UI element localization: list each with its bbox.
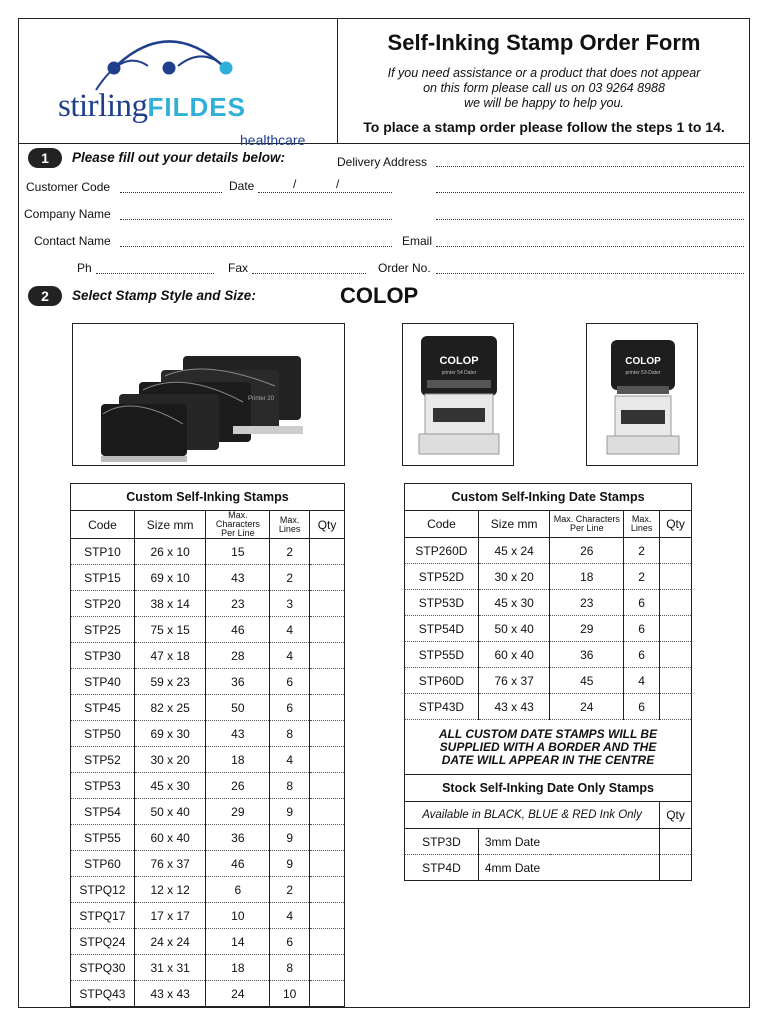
table-row (405, 694, 692, 720)
max-chars-cell: 18 (206, 955, 270, 981)
size-cell: 50 x 40 (134, 799, 206, 825)
delivery-address-label: Delivery Address (337, 155, 428, 169)
form-title: Self-Inking Stamp Order Form (387, 30, 701, 55)
max-lines-cell: 8 (270, 773, 310, 799)
max-chars-cell: 23 (206, 591, 270, 617)
table-row (71, 825, 345, 851)
table-row (71, 539, 345, 565)
max-lines-cell: 2 (270, 539, 310, 565)
note-line-3: DATE WILL APPEAR IN THE CENTRE (441, 752, 655, 767)
table-row (71, 773, 345, 799)
qty-input[interactable] (660, 590, 692, 616)
qty-input[interactable] (660, 829, 692, 855)
max-chars-cell: 14 (206, 929, 270, 955)
size-cell: 30 x 20 (478, 564, 550, 590)
max-chars-cell: 23 (550, 590, 624, 616)
max-chars-cell: 36 (206, 669, 270, 695)
table-row (71, 695, 345, 721)
qty-input[interactable] (310, 955, 345, 981)
date-label: Date (229, 179, 255, 193)
code-cell: STP25 (71, 617, 135, 643)
size-cell: 43 x 43 (478, 694, 550, 720)
table-row (405, 668, 692, 694)
customer-code-field[interactable] (120, 192, 222, 193)
max-lines-cell: 6 (624, 590, 660, 616)
max-chars-cell: 26 (206, 773, 270, 799)
qty-input[interactable] (310, 799, 345, 825)
date-stamp-note (405, 720, 692, 775)
code-cell: STP50 (71, 721, 135, 747)
table-row (405, 616, 692, 642)
code-cell: STPQ17 (71, 903, 135, 929)
max-lines-cell: 9 (270, 799, 310, 825)
table-row (71, 747, 345, 773)
table-row (71, 851, 345, 877)
code-cell: STPQ12 (71, 877, 135, 903)
col-max-chars-line1: Max. Characters (553, 514, 620, 524)
qty-input[interactable] (660, 855, 692, 881)
table-row (71, 903, 345, 929)
size-cell: 69 x 10 (134, 565, 206, 591)
code-cell: STP60 (71, 851, 135, 877)
max-lines-cell: 8 (270, 955, 310, 981)
table-row (71, 799, 345, 825)
size-cell: 45 x 24 (478, 538, 550, 564)
table-row (71, 591, 345, 617)
qty-input[interactable] (310, 695, 345, 721)
stock-row (405, 829, 692, 855)
date-stamps-title: Custom Self-Inking Date Stamps (405, 484, 692, 511)
code-cell: STP53 (71, 773, 135, 799)
size-cell: 69 x 30 (134, 721, 206, 747)
max-lines-cell: 4 (270, 747, 310, 773)
code-cell: STP10 (71, 539, 135, 565)
logo-wordmark (58, 88, 246, 125)
code-cell: STP15 (71, 565, 135, 591)
qty-input[interactable] (310, 591, 345, 617)
max-lines-cell: 9 (270, 825, 310, 851)
qty-input[interactable] (660, 538, 692, 564)
max-chars-cell: 29 (550, 616, 624, 642)
code-cell: STP52 (71, 747, 135, 773)
step-1-heading: Please fill out your details below: (72, 150, 286, 165)
code-cell: STP52D (405, 564, 479, 590)
code-cell: STPQ30 (71, 955, 135, 981)
table-row (71, 643, 345, 669)
code-cell: STP55D (405, 642, 479, 668)
date-stamps-table (404, 483, 692, 881)
max-chars-cell: 29 (206, 799, 270, 825)
code-cell: STP54 (71, 799, 135, 825)
stamp-model-2: printer 53-Dater (625, 370, 661, 376)
phone-label: Ph (77, 261, 92, 275)
delivery-address-line-1[interactable] (436, 166, 744, 167)
size-cell: 76 x 37 (134, 851, 206, 877)
max-lines-cell: 2 (270, 565, 310, 591)
qty-input[interactable] (310, 617, 345, 643)
stock-desc-cell: 3mm Date (478, 829, 659, 855)
col-max-chars (550, 511, 624, 538)
table-row (71, 721, 345, 747)
stock-row (405, 855, 692, 881)
max-chars-cell: 46 (206, 617, 270, 643)
logo-fildes: FILDES (147, 92, 246, 122)
note-line-2: SUPPLIED WITH A BORDER AND THE (439, 739, 657, 754)
code-cell: STP60D (405, 668, 479, 694)
code-cell: STP20 (71, 591, 135, 617)
qty-input[interactable] (660, 694, 692, 720)
col-qty: Qty (660, 511, 692, 538)
custom-stamps-table (70, 483, 345, 1007)
max-chars-cell: 43 (206, 721, 270, 747)
stamp-range-image (73, 324, 345, 466)
col-max-chars-line1: Max. Characters (215, 510, 260, 529)
qty-input[interactable] (310, 565, 345, 591)
stock-availability: Available in BLACK, BLUE & RED Ink Only (405, 802, 660, 829)
max-lines-cell: 6 (270, 669, 310, 695)
code-cell: STP53D (405, 590, 479, 616)
max-chars-cell: 45 (550, 668, 624, 694)
table-row (405, 590, 692, 616)
delivery-address-line-3[interactable] (436, 219, 744, 220)
phone-field[interactable] (96, 273, 214, 274)
max-lines-cell: 2 (270, 877, 310, 903)
col-size: Size mm (478, 511, 550, 538)
code-cell: STP260D (405, 538, 479, 564)
email-field[interactable] (436, 246, 744, 247)
date-stamp-54-image (403, 324, 514, 466)
qty-input[interactable] (310, 981, 345, 1007)
max-chars-cell: 18 (206, 747, 270, 773)
max-lines-cell: 4 (270, 643, 310, 669)
assistance-text (338, 66, 750, 111)
contact-name-label: Contact Name (34, 234, 111, 248)
custom-stamps-header-row (71, 511, 345, 539)
stock-code-cell: STP4D (405, 855, 479, 881)
code-cell: STPQ24 (71, 929, 135, 955)
code-cell: STPQ43 (71, 981, 135, 1007)
date-separator-2: / (336, 177, 340, 191)
col-max-chars-line2: Per Line (221, 528, 255, 538)
max-lines-cell: 4 (270, 617, 310, 643)
steps-instruction: To place a stamp order please follow the steps 1 to 14. (363, 119, 725, 135)
qty-input[interactable] (310, 825, 345, 851)
table-row (71, 669, 345, 695)
assist-line-1: If you need assistance or a product that does not appear (387, 66, 701, 80)
fax-label: Fax (228, 261, 249, 275)
max-lines-cell: 6 (270, 929, 310, 955)
max-chars-cell: 28 (206, 643, 270, 669)
table-row (71, 617, 345, 643)
size-cell: 45 x 30 (478, 590, 550, 616)
size-cell: 75 x 15 (134, 617, 206, 643)
email-label: Email (402, 234, 433, 248)
max-lines-cell: 3 (270, 591, 310, 617)
fax-field[interactable] (252, 273, 366, 274)
max-chars-cell: 26 (550, 538, 624, 564)
logo-healthcare: healthcare (240, 132, 306, 148)
col-max-chars-line2: Per Line (570, 523, 604, 533)
step-2-heading: Select Stamp Style and Size: (72, 288, 256, 303)
max-chars-cell: 18 (550, 564, 624, 590)
stock-code-cell: STP3D (405, 829, 479, 855)
brand-colop: COLOP (340, 283, 419, 308)
qty-input[interactable] (310, 773, 345, 799)
max-lines-cell: 2 (624, 564, 660, 590)
size-cell: 60 x 40 (134, 825, 206, 851)
company-name-label: Company Name (24, 207, 111, 221)
size-cell: 59 x 23 (134, 669, 206, 695)
max-chars-cell: 24 (550, 694, 624, 720)
max-chars-cell: 50 (206, 695, 270, 721)
step-2-badge: 2 (28, 286, 62, 306)
code-cell: STP30 (71, 643, 135, 669)
order-no-label: Order No. (378, 261, 431, 275)
size-cell: 82 x 25 (134, 695, 206, 721)
qty-input[interactable] (310, 747, 345, 773)
size-cell: 45 x 30 (134, 773, 206, 799)
col-max-lines-line2: Lines (630, 523, 653, 533)
stamp-model-1: printer 54 Dater (441, 370, 477, 376)
stock-date-title: Stock Self-Inking Date Only Stamps (405, 775, 692, 802)
size-cell: 60 x 40 (478, 642, 550, 668)
max-chars-cell: 6 (206, 877, 270, 903)
delivery-address-line-2[interactable] (436, 192, 744, 193)
col-max-chars (206, 511, 270, 539)
note-line-1: ALL CUSTOM DATE STAMPS WILL BE (438, 726, 658, 741)
max-chars-cell: 10 (206, 903, 270, 929)
title-panel (338, 18, 750, 144)
table-row (405, 642, 692, 668)
size-cell: 26 x 10 (134, 539, 206, 565)
table-row (71, 565, 345, 591)
contact-name-field[interactable] (120, 246, 392, 247)
col-max-lines-line2: Lines (278, 523, 301, 534)
max-lines-cell: 6 (270, 695, 310, 721)
qty-input[interactable] (310, 877, 345, 903)
max-lines-cell: 9 (270, 851, 310, 877)
col-size: Size mm (134, 511, 206, 539)
company-name-field[interactable] (120, 219, 392, 220)
stock-qty-header: Qty (660, 802, 692, 829)
qty-input[interactable] (310, 669, 345, 695)
custom-stamps-title: Custom Self-Inking Stamps (71, 484, 345, 511)
logo-panel (18, 18, 338, 148)
date-stamp-54-photo (402, 323, 514, 466)
stock-desc-cell: 4mm Date (478, 855, 659, 881)
size-cell: 50 x 40 (478, 616, 550, 642)
code-cell: STP43D (405, 694, 479, 720)
max-lines-cell: 10 (270, 981, 310, 1007)
max-chars-cell: 43 (206, 565, 270, 591)
logo-stirling: stirling (58, 88, 148, 124)
max-lines-cell: 6 (624, 694, 660, 720)
table-row (71, 877, 345, 903)
step-1-badge: 1 (28, 148, 62, 168)
qty-input[interactable] (310, 721, 345, 747)
code-cell: STP54D (405, 616, 479, 642)
col-max-lines (270, 511, 310, 539)
stamp-brand-mark-2: COLOP (625, 356, 661, 367)
qty-input[interactable] (310, 539, 345, 565)
col-max-lines-line1: Max. (631, 514, 652, 524)
size-cell: 43 x 43 (134, 981, 206, 1007)
size-cell: 76 x 37 (478, 668, 550, 694)
stamp-range-photo (72, 323, 345, 466)
table-row (71, 929, 345, 955)
qty-input[interactable] (660, 564, 692, 590)
table-row (405, 564, 692, 590)
date-separator-1: / (293, 177, 297, 191)
max-lines-cell: 4 (624, 668, 660, 694)
col-max-lines-line1: Max. (279, 514, 300, 525)
stamp-brand-mark-1: COLOP (439, 355, 479, 367)
qty-input[interactable] (310, 643, 345, 669)
assist-line-2: on this form please call us on 03 9264 8988 (423, 81, 665, 95)
max-lines-cell: 2 (624, 538, 660, 564)
size-cell: 30 x 20 (134, 747, 206, 773)
date-field[interactable] (258, 192, 392, 193)
stamp-range-label: Printer 20 (248, 396, 275, 402)
code-cell: STP40 (71, 669, 135, 695)
max-chars-cell: 36 (206, 825, 270, 851)
date-stamp-53-image (587, 324, 698, 466)
qty-input[interactable] (310, 851, 345, 877)
qty-input[interactable] (660, 642, 692, 668)
customer-code-label: Customer Code (26, 180, 111, 194)
max-chars-cell: 15 (206, 539, 270, 565)
max-chars-cell: 36 (550, 642, 624, 668)
order-no-field[interactable] (436, 273, 744, 274)
logo-arcs-icon (18, 18, 338, 98)
max-lines-cell: 6 (624, 616, 660, 642)
size-cell: 38 x 14 (134, 591, 206, 617)
qty-input[interactable] (310, 929, 345, 955)
size-cell: 17 x 17 (134, 903, 206, 929)
assist-line-3: we will be happy to help you. (464, 96, 624, 110)
qty-input[interactable] (310, 903, 345, 929)
size-cell: 31 x 31 (134, 955, 206, 981)
max-chars-cell: 24 (206, 981, 270, 1007)
max-lines-cell: 6 (624, 642, 660, 668)
code-cell: STP55 (71, 825, 135, 851)
col-code: Code (405, 511, 479, 538)
size-cell: 47 x 18 (134, 643, 206, 669)
max-lines-cell: 8 (270, 721, 310, 747)
date-stamps-header-row (405, 511, 692, 538)
size-cell: 12 x 12 (134, 877, 206, 903)
table-row (405, 538, 692, 564)
size-cell: 24 x 24 (134, 929, 206, 955)
qty-input[interactable] (660, 668, 692, 694)
date-stamp-53-photo (586, 323, 698, 466)
col-max-lines (624, 511, 660, 538)
table-row (71, 981, 345, 1007)
qty-input[interactable] (660, 616, 692, 642)
max-chars-cell: 46 (206, 851, 270, 877)
table-row (71, 955, 345, 981)
max-lines-cell: 4 (270, 903, 310, 929)
col-qty: Qty (310, 511, 345, 539)
col-code: Code (71, 511, 135, 539)
code-cell: STP45 (71, 695, 135, 721)
